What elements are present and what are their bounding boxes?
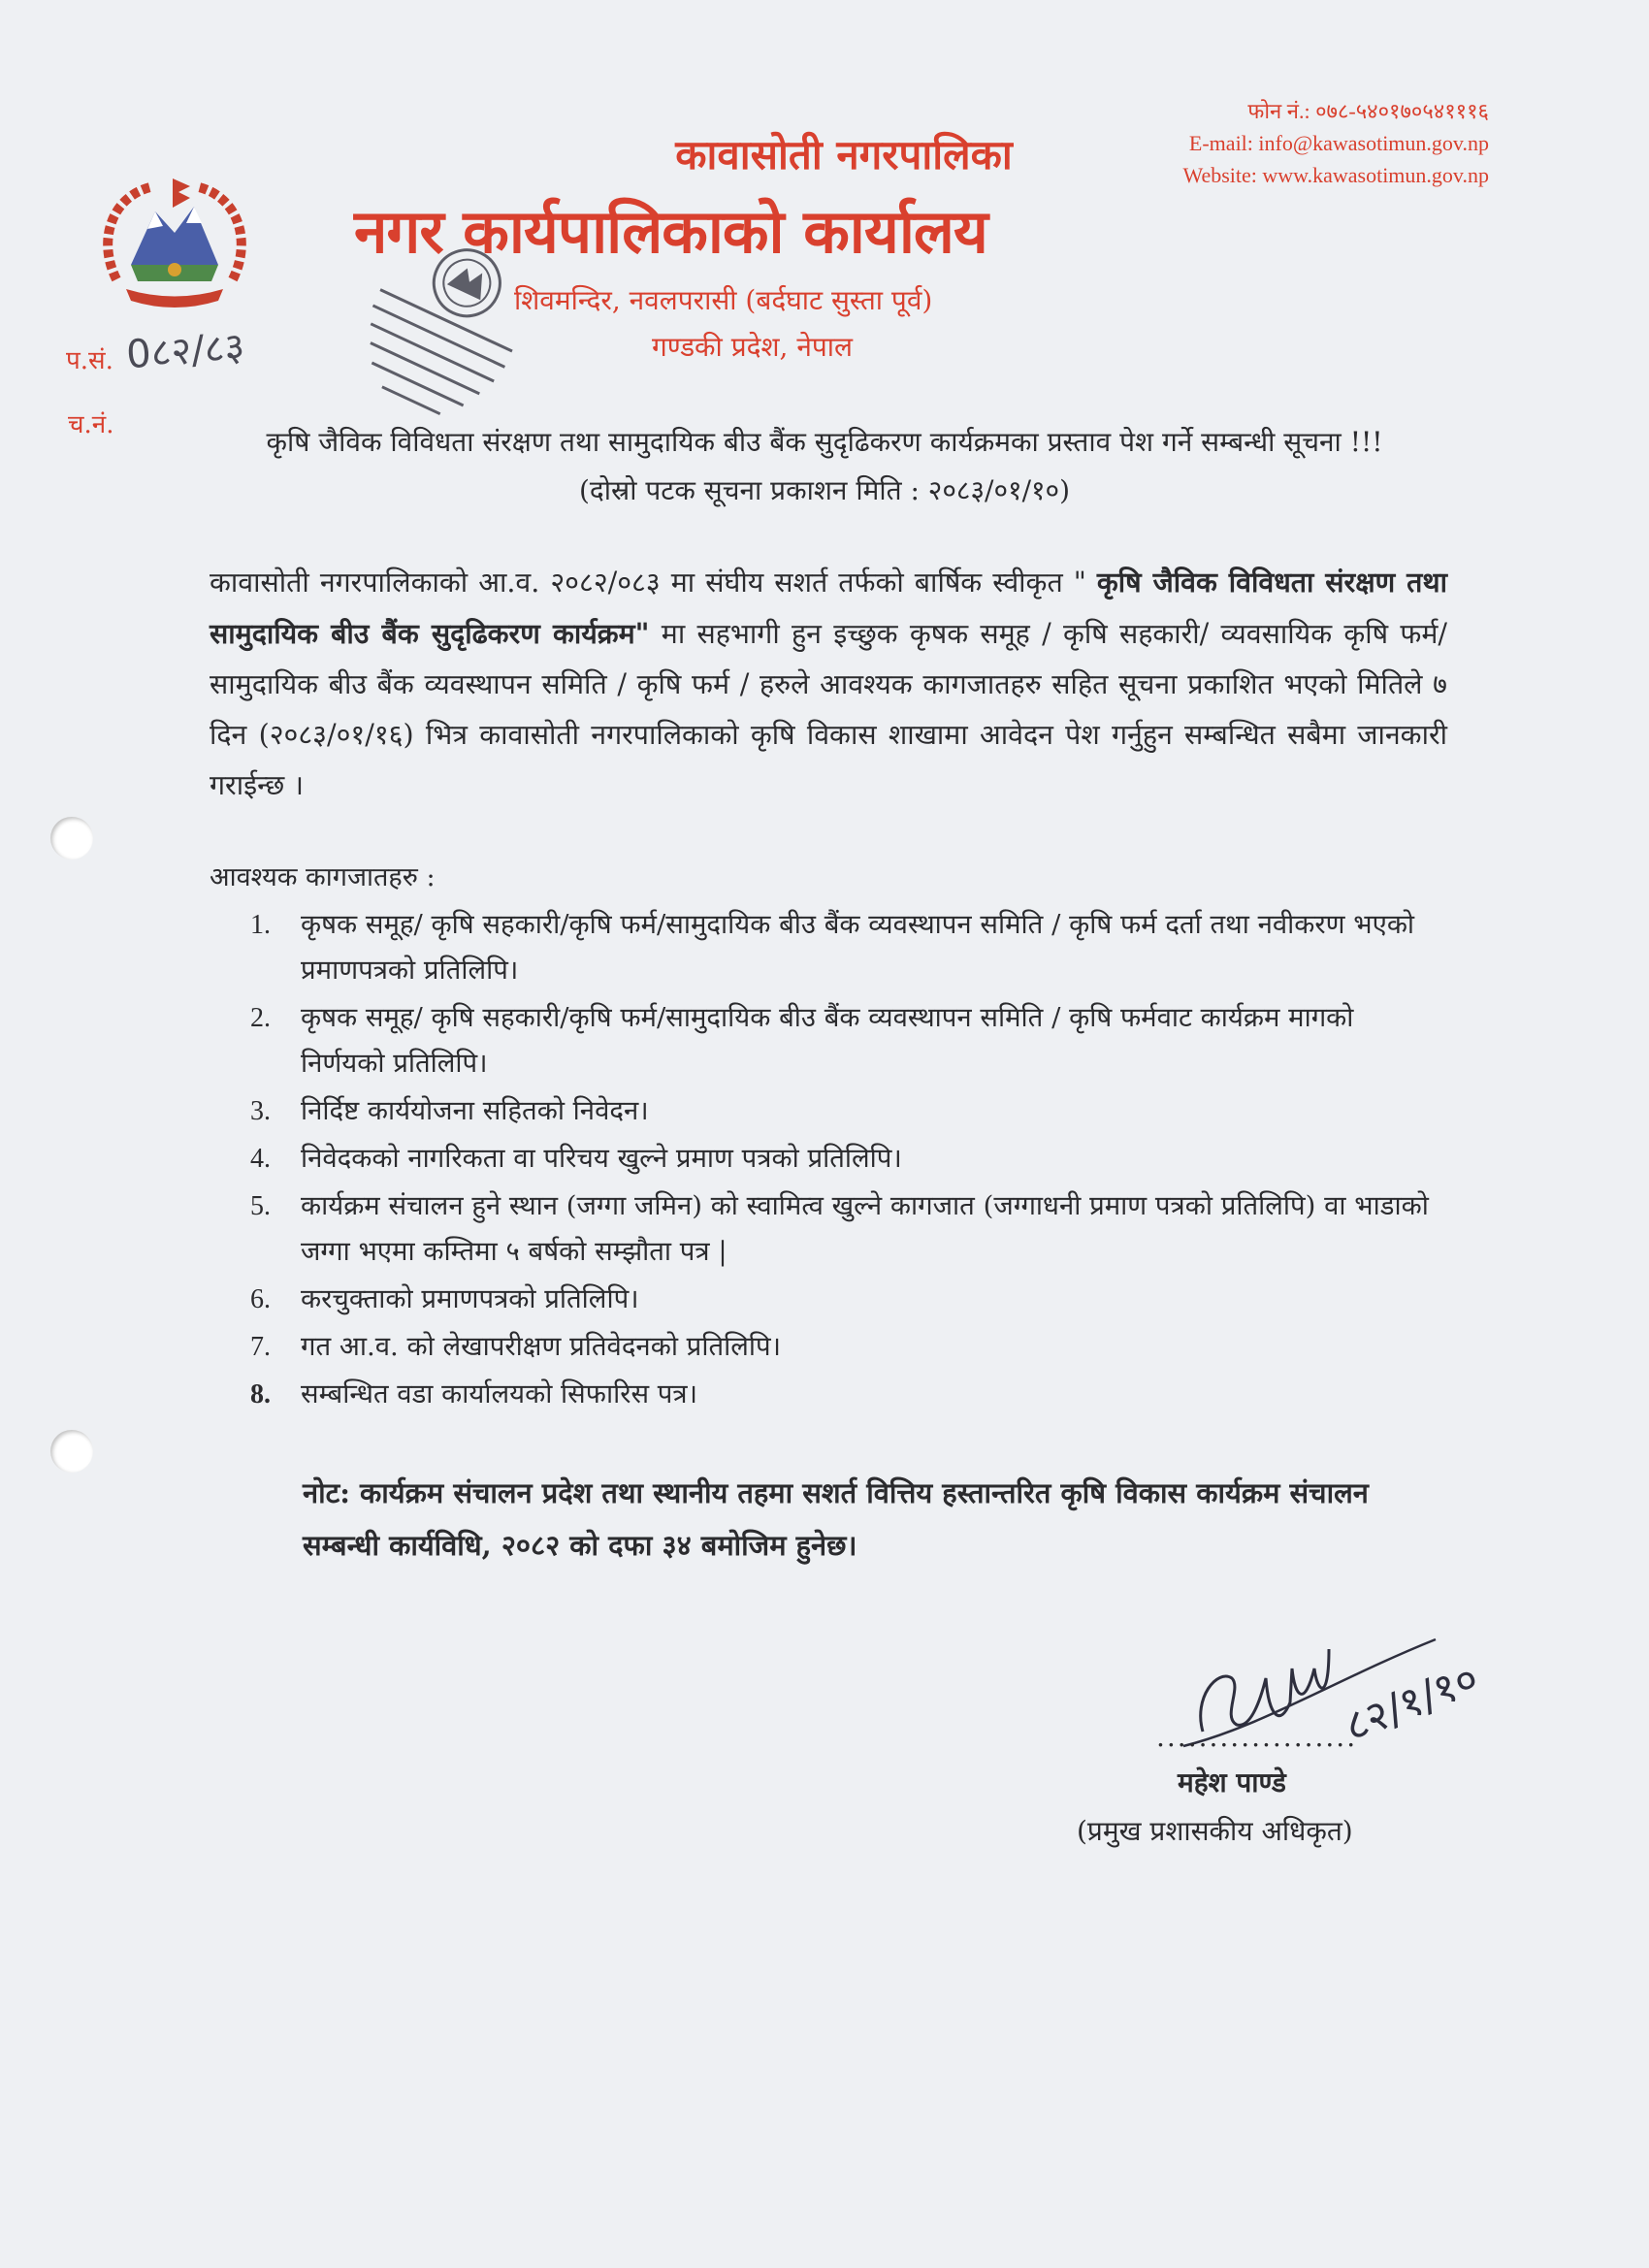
list-item	[250, 1372, 1443, 1417]
list-item	[250, 1324, 1443, 1370]
item-number: 3.	[250, 1096, 271, 1126]
item-text: सम्बन्धित वडा कार्यालयको सिफारिस पत्र।	[301, 1378, 698, 1409]
item-text: निवेदकको नागरिकता वा परिचय खुल्ने प्रमाण पत्रको प्रतिलिपि।	[301, 1143, 902, 1174]
required-documents-title: आवश्यक कागजातहरु :	[210, 862, 436, 892]
item-number: 5.	[250, 1191, 271, 1221]
item-number: 1.	[250, 910, 271, 940]
list-item	[250, 1136, 1443, 1182]
item-text: निर्दिष्ट कार्ययोजना सहितको निवेदन।	[301, 1095, 649, 1126]
address-line-2: गण्डकी प्रदेश, नेपाल	[652, 331, 854, 363]
note: नोट: कार्यक्रम संचालन प्रदेश तथा स्थानीय तहमा सशर्त वित्तिय हस्तान्तरित कृषि विकास कार्यक्रम संचालन सम्बन्धी कार्यविधि, २०८२ को दफा ३४ बमोजिम हुनेछ।	[303, 1476, 1369, 1562]
item-number: 7.	[250, 1332, 271, 1362]
handwritten-signature	[1145, 1610, 1513, 1780]
item-number: 8.	[250, 1379, 271, 1409]
item-text: कार्यक्रम संचालन हुने स्थान (जग्गा जमिन) को स्वामित्व खुल्ने कागजात (जग्गाधनी प्रमाण पत्रको प्रतिलिपि) वा भाडाको जग्गा भएमा कम्तिमा ५ बर्षको सम्झौता पत्र |	[301, 1190, 1429, 1267]
list-item	[250, 902, 1443, 993]
list-item	[250, 1277, 1443, 1322]
office-title: नगर कार्यपालिकाको कार्यालय	[354, 196, 987, 267]
item-number: 6.	[250, 1284, 271, 1314]
signatory-name: महेश पाण्डे	[1178, 1766, 1286, 1798]
item-text: कृषक समूह/ कृषि सहकारी/कृषि फर्म/सामुदायिक बीउ बैंक व्यवस्थापन समिति / कृषि फर्मवाट कार्यक्रम मागको निर्णयको प्रतिलिपि।	[301, 1002, 1354, 1079]
signature-date: ८२/१/१०	[1337, 1653, 1486, 1752]
program-name: कृषि जैविक विविधता संरक्षण तथा सामुदायिक बीउ बैंक सुदृढिकरण कार्यक्रम"	[210, 566, 1447, 650]
list-item	[250, 995, 1443, 1086]
required-documents-list	[250, 902, 1443, 1419]
dispatch-number-label: च.नं.	[68, 410, 114, 439]
item-number: 4.	[250, 1144, 271, 1174]
notice-paragraph	[210, 557, 1447, 811]
item-text: करचुक्ताको प्रमाणपत्रको प्रतिलिपि।	[301, 1283, 639, 1314]
ref-number-handwritten: 0८२/८३	[124, 324, 246, 378]
signatory-title: (प्रमुख प्रशासकीय अधिकृत)	[1077, 1815, 1353, 1847]
punch-hole-top	[50, 817, 93, 859]
item-number: 2.	[250, 1003, 271, 1033]
item-text: गत आ.व. को लेखापरीक्षण प्रतिवेदनको प्रतिलिपि।	[301, 1331, 782, 1362]
website: Website: www.kawasotimun.gov.np	[1182, 163, 1489, 187]
notice-subject: कृषि जैविक विविधता संरक्षण तथा सामुदायिक बीउ बैंक सुदृढिकरण कार्यक्रमका प्रस्ताव पेश गर्ने सम्बन्धी सूचना !!!	[266, 426, 1383, 458]
phone-number: फोन नं.: ०७८-५४०१७०५४१११६	[1247, 99, 1489, 123]
paragraph-text-2: मा सहभागी हुन इच्छुक कृषक समूह / कृषि सहकारी/ व्यवसायिक कृषि फर्म/सामुदायिक बीउ बैंक व्यवस्थापन समिति / कृषि फर्म / हरुले आवश्यक कागजातहरु सहित सूचना प्रकाशित भएको मितिले ७ दिन (२०८३/०१/१६) भित्र कावासोती नगरपालिकाको कृषि विकास शाखामा आवेदन पेश गर्नुहुन सम्बन्धित सबैमा जानकारी गराईन्छ ।	[210, 618, 1447, 801]
item-text: कृषक समूह/ कृषि सहकारी/कृषि फर्म/सामुदायिक बीउ बैंक व्यवस्थापन समिति / कृषि फर्म दर्ता तथा नवीकरण भएको प्रमाणपत्रको प्रतिलिपि।	[301, 909, 1415, 986]
signature-line: ...................	[1156, 1721, 1358, 1753]
punch-hole-bottom	[50, 1430, 93, 1473]
list-item	[250, 1183, 1443, 1275]
nepal-emblem-icon	[97, 173, 252, 318]
ref-number-label: प.सं.	[66, 346, 113, 375]
publication-date: (दोस्रो पटक सूचना प्रकाशन मिति : २०८३/०१/१०)	[578, 474, 1071, 506]
address-line-1: शिवमन्दिर, नवलपरासी (बर्दघाट सुस्ता पूर्व)	[514, 284, 933, 316]
email-address: E-mail: info@kawasotimun.gov.np	[1188, 131, 1489, 155]
list-item	[250, 1088, 1443, 1134]
municipality-name: कावासोती नगरपालिका	[675, 131, 1013, 178]
paragraph-text-1: कावासोती नगरपालिकाको आ.व. २०८२/०८३ मा संघीय सशर्त तर्फको बार्षिक स्वीकृत "	[210, 567, 1097, 599]
